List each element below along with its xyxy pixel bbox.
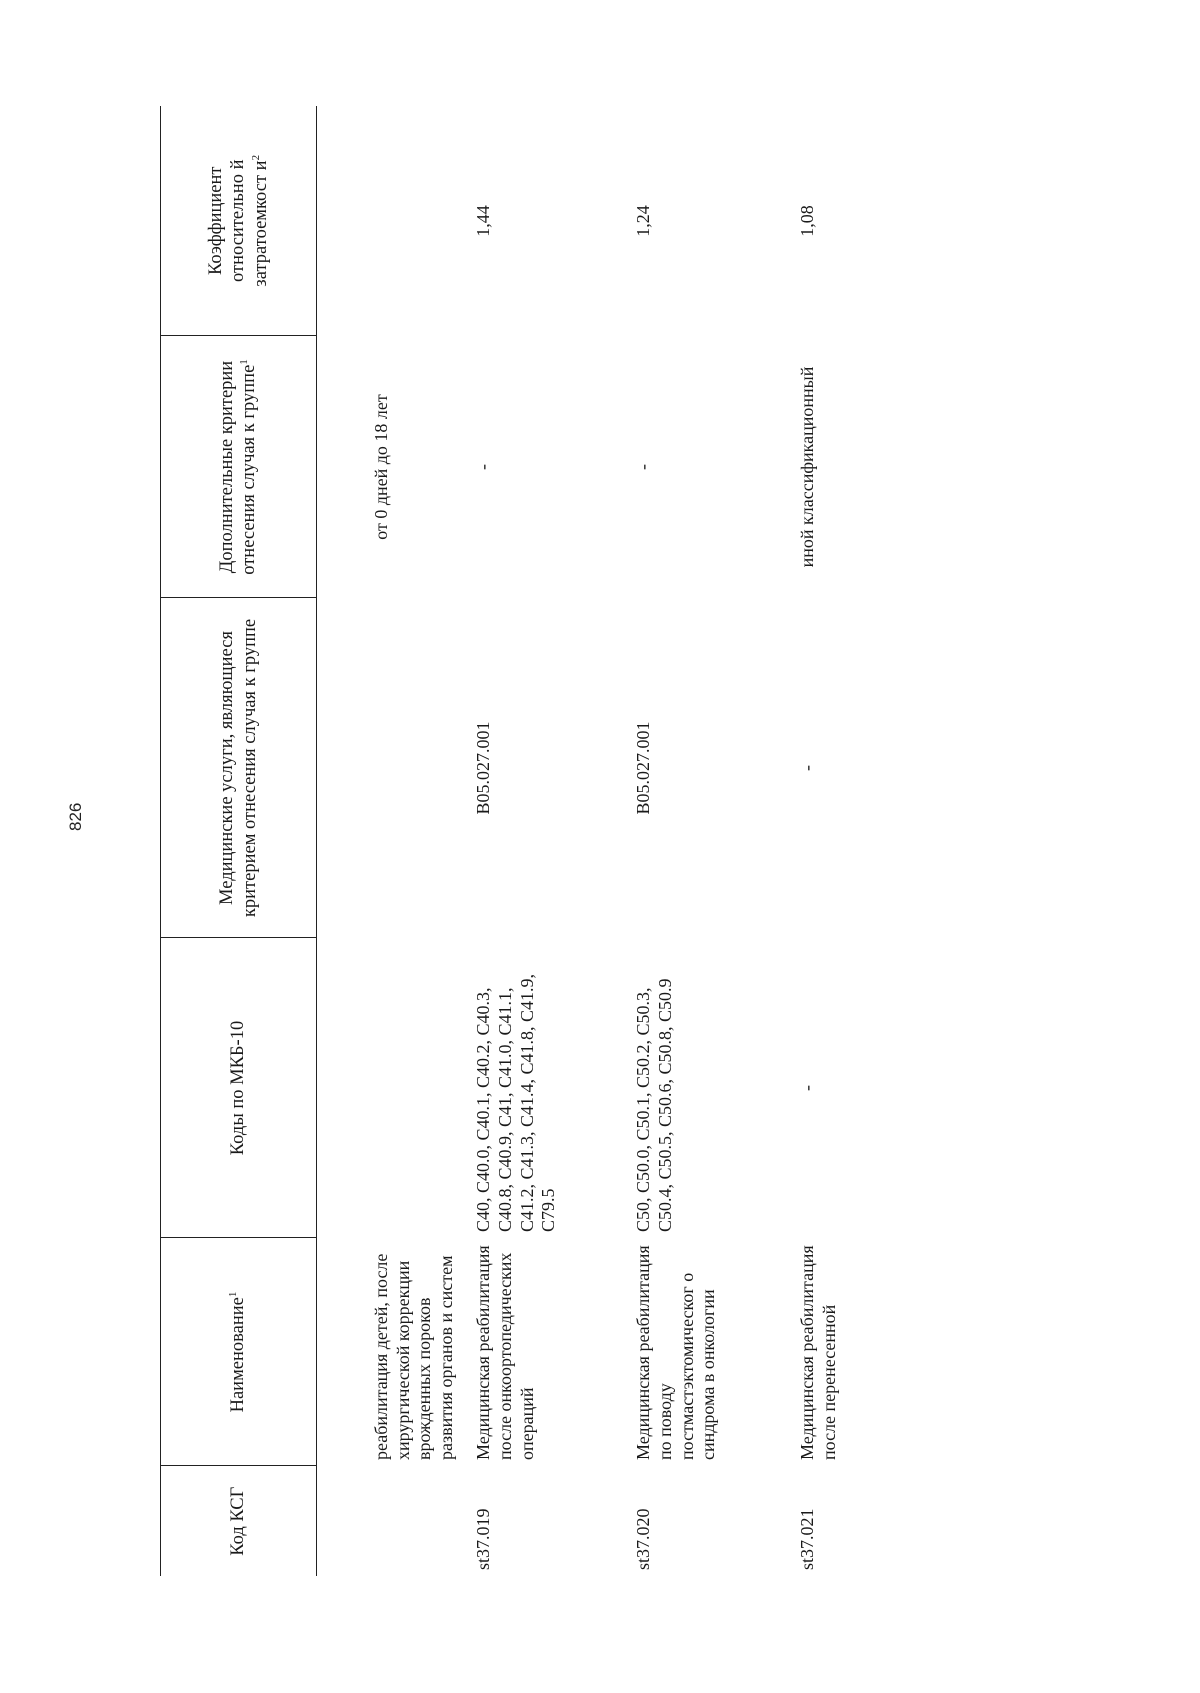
- rotated-table-page: [160, 106, 1170, 1576]
- cell-services: B05.027.001: [633, 721, 654, 815]
- header-coef: Коэффициент относительно й затратоемкост $и^2$: [161, 106, 317, 336]
- cell-name: Медицинская реабилитация после перенесенной: [797, 1245, 839, 1460]
- ksg-table: [160, 106, 841, 1576]
- cell-code: st37.020: [633, 1508, 654, 1570]
- cell-name: реабилитация детей, после хирургической коррекции врожденных пороков развития органов и систем: [371, 1253, 456, 1460]
- table-row: [619, 106, 783, 1576]
- header-criteria: Дополнительные критерии отнесения случая к группе$^1$: [161, 336, 317, 598]
- cell-criteria: иной классификационный: [797, 366, 818, 568]
- header-mkb: Коды по МКБ-10: [161, 938, 317, 1238]
- cell-criteria: от 0 дней до 18 лет: [371, 394, 391, 540]
- cell-mkb: C40, C40.0, C40.1, C40.2, C40.3, C40.8, C40.9, C41, C41.0, C41.1, C41.2, C41.3, C41.4, C41.8, C41.9, C79.5: [473, 973, 559, 1232]
- table-row: [783, 106, 840, 1576]
- cell-services: B05.027.001: [473, 721, 494, 815]
- cell-name: Медицинская реабилитация после онкоортопедических операций: [473, 1245, 537, 1460]
- cell-code: [317, 1466, 458, 1576]
- header-code: Код КСГ: [161, 1466, 317, 1576]
- cell-coef: 1,24: [633, 205, 654, 237]
- table-row: [317, 106, 458, 1576]
- header-name: Наименование$^1$: [161, 1238, 317, 1466]
- cell-criteria: -: [633, 464, 654, 470]
- cell-name: Медицинская реабилитация по поводу постмастэктомическог о синдрома в онкологии: [633, 1245, 719, 1460]
- cell-services: [317, 598, 458, 938]
- cell-coef: 1,44: [473, 205, 494, 237]
- cell-code: st37.019: [473, 1508, 494, 1570]
- cell-coef: 1,08: [797, 205, 818, 237]
- header-services: Медицинские услуги, являющиеся критерием отнесения случая к группе: [161, 598, 317, 938]
- cell-services: -: [797, 765, 818, 771]
- cell-mkb: C50, C50.0, C50.1, C50.2, C50.3, C50.4, C50.5, C50.6, C50.8, C50.9: [633, 978, 675, 1232]
- cell-code: st37.021: [797, 1508, 818, 1570]
- page-number: 826: [66, 802, 85, 831]
- table-header-row: [161, 106, 317, 1576]
- cell-coef: [317, 106, 458, 336]
- cell-mkb: [317, 938, 458, 1238]
- cell-mkb: -: [797, 1085, 818, 1091]
- cell-criteria: -: [473, 464, 494, 470]
- table-row: [457, 106, 619, 1576]
